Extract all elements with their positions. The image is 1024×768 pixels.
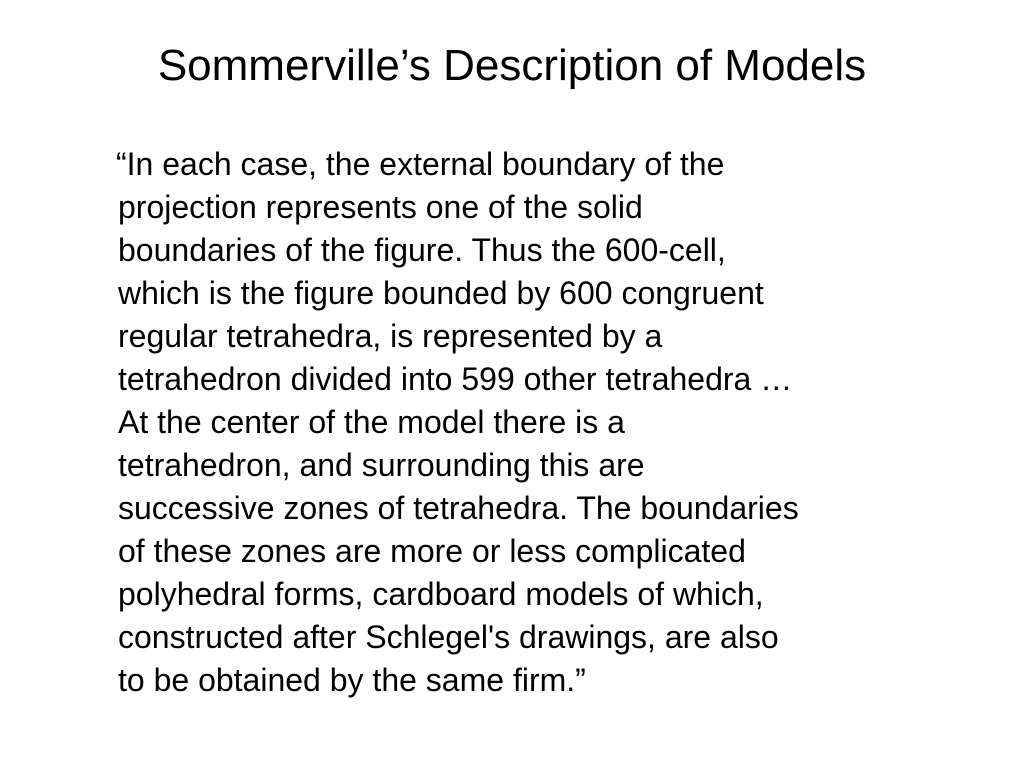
- quote-line: polyhedral forms, cardboard models of which,: [118, 576, 764, 612]
- quote-line: tetrahedron, and surrounding this are: [118, 447, 645, 483]
- quote-block: [118, 143, 988, 702]
- quote-line: which is the figure bounded by 600 congruent: [118, 275, 764, 311]
- quote-line: regular tetrahedra, is represented by a: [118, 318, 663, 354]
- slide-title: Sommerville’s Description of Models: [157, 41, 867, 90]
- quote-line: tetrahedron divided into 599 other tetrahedra …: [118, 361, 793, 397]
- quote-line: of these zones are more or less complicated: [118, 533, 746, 569]
- quote-line: “In each case, the external boundary of the: [116, 146, 725, 182]
- quote-line: boundaries of the figure. Thus the 600-cell,: [118, 232, 726, 268]
- quote-line: At the center of the model there is a: [118, 404, 625, 440]
- quote-line: projection represents one of the solid: [118, 189, 643, 225]
- quote-line: constructed after Schlegel's drawings, are also: [118, 619, 779, 655]
- quote-line: successive zones of tetrahedra. The boundaries: [118, 490, 799, 526]
- quote-line: to be obtained by the same firm.”: [118, 662, 586, 698]
